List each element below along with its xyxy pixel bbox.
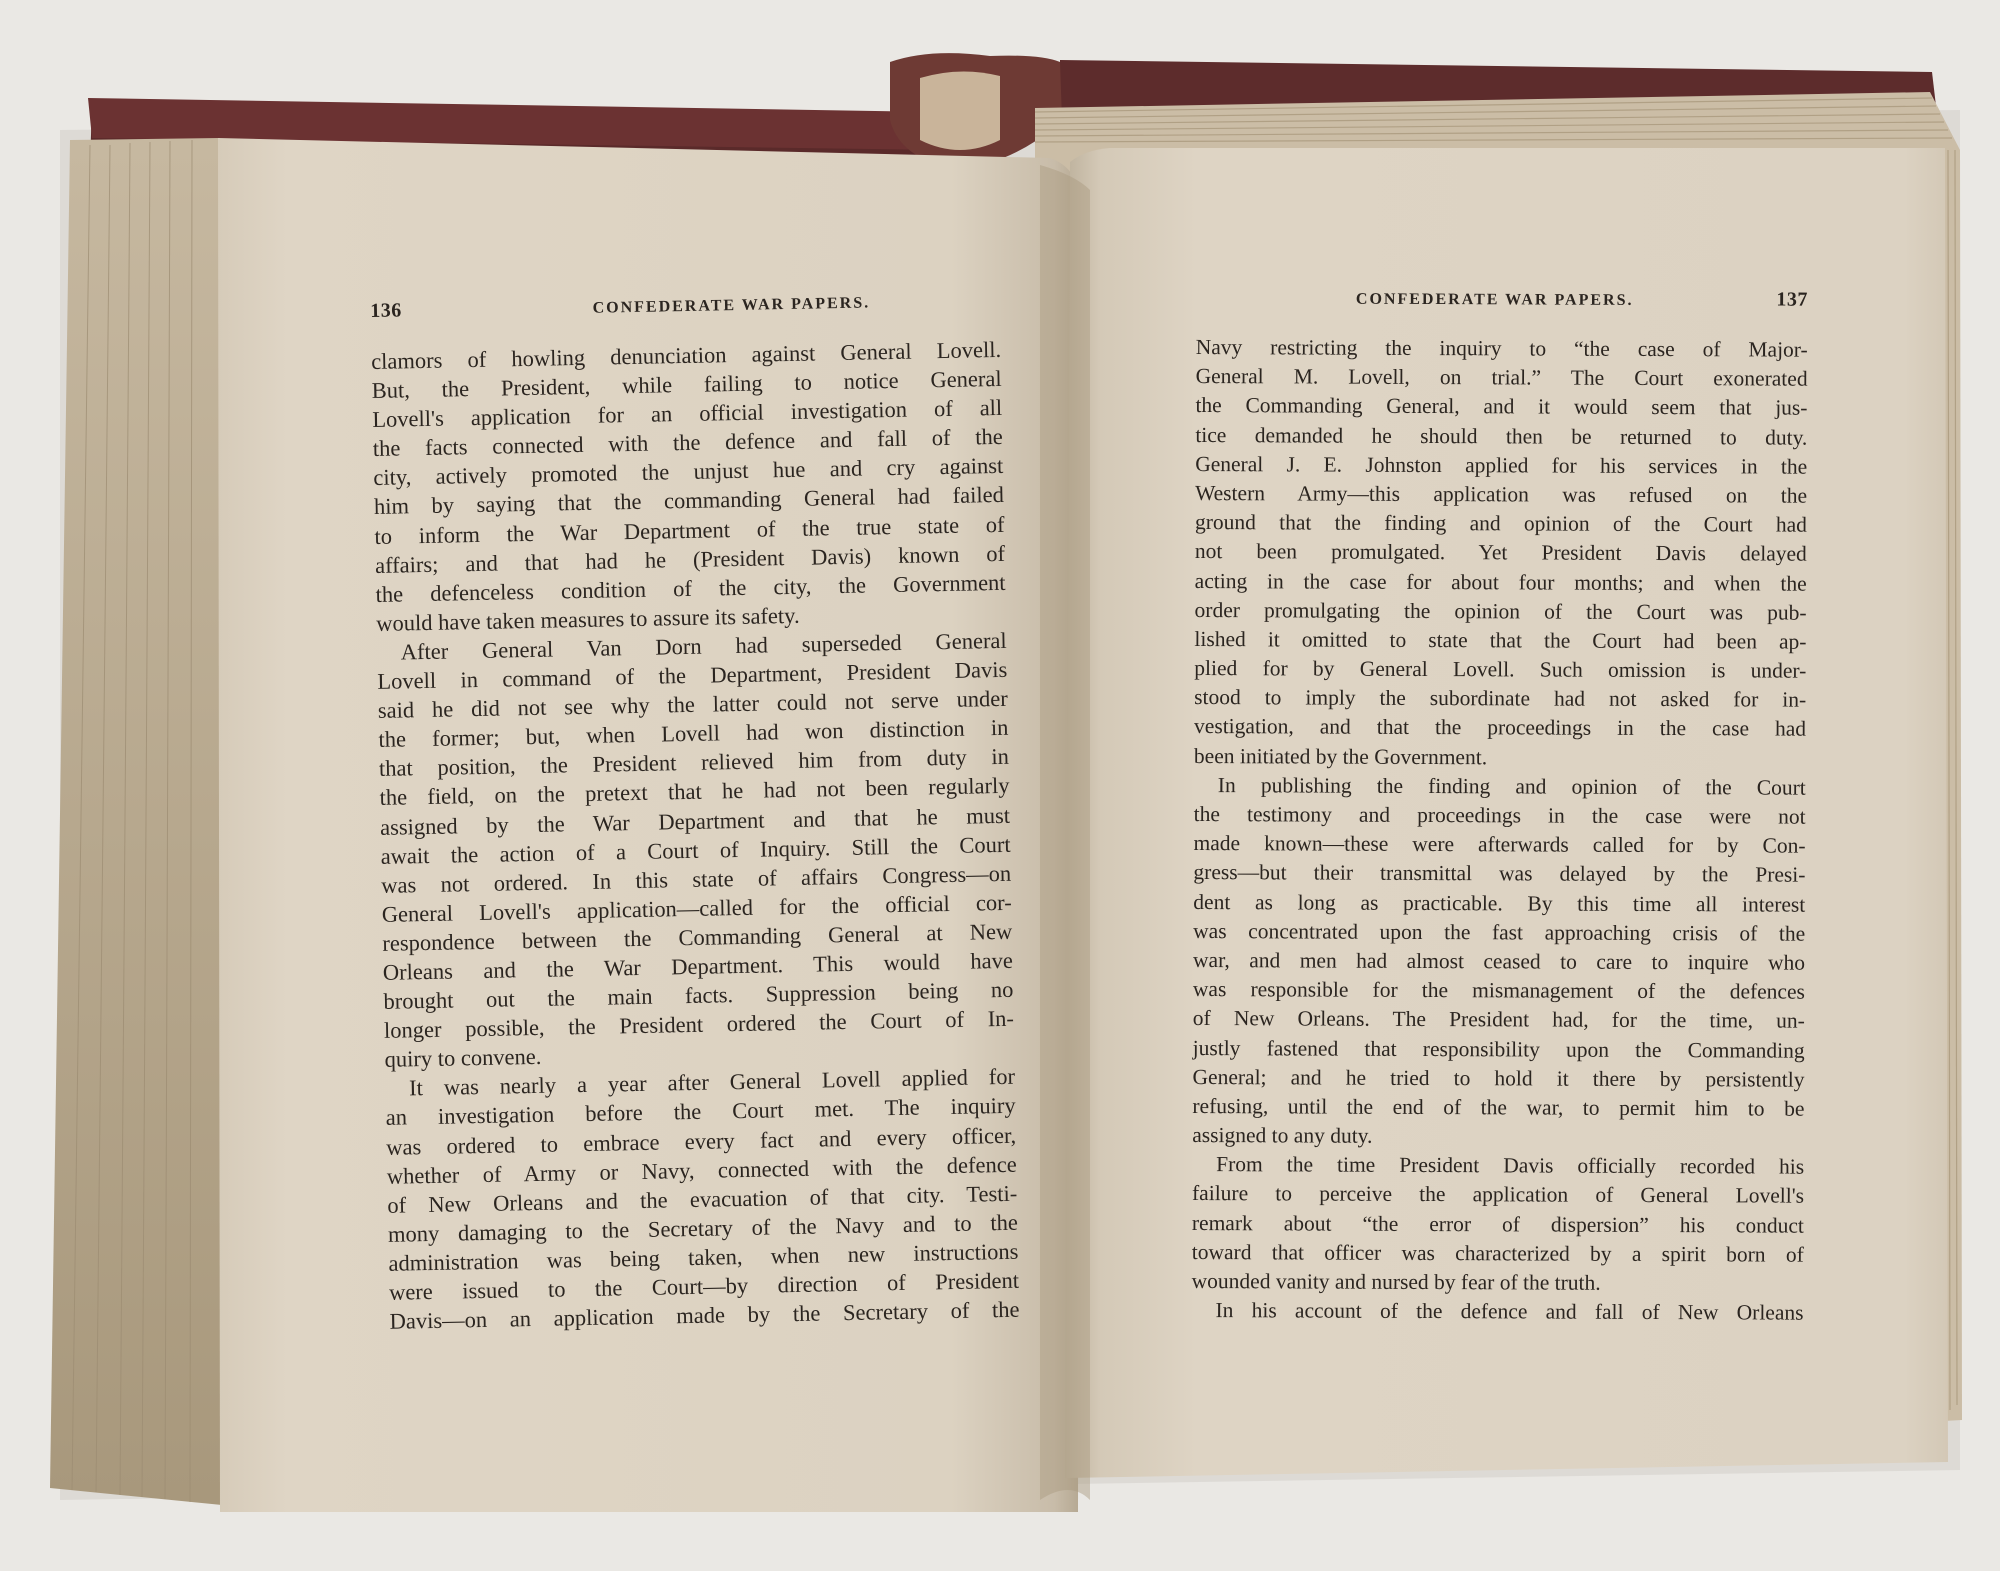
text-line: General M. Lovell, on trial.” The Court exonerated: [1195, 364, 1808, 391]
text-line: General; and he tried to hold it there by persistently: [1192, 1064, 1805, 1092]
text-line: lished it omitted to state that the Court had been ap-: [1194, 626, 1807, 654]
text-line: affairs; and that had he (President Davis) known of: [374, 540, 1006, 578]
gutter-shadow: [1040, 165, 1090, 1500]
text-line: ground that the finding and opinion of the Court had: [1194, 510, 1808, 537]
text-line: were issued to the Court—by direction of President: [388, 1267, 1020, 1305]
text-line: been initiated by the Government.: [1193, 743, 1488, 769]
right-running-title: CONFEDERATE WAR PAPERS.: [1355, 290, 1634, 309]
text-line: quiry to convene.: [384, 1044, 542, 1073]
text-line: General Lovell's application—called for the official cor-: [381, 889, 1012, 927]
text-line: refusing, until the end of the war, to permit him to be: [1192, 1093, 1805, 1121]
left-page-text: [370, 288, 1020, 1336]
text-line: was concentrated upon the fast approaching crisis of the: [1193, 918, 1806, 946]
left-page-block-edge: [50, 138, 222, 1505]
text-line: of New Orleans. The President had, for the time, un-: [1192, 1006, 1805, 1033]
text-line: an investigation before the Court met. The inquiry: [385, 1093, 1016, 1131]
text-line: clamors of howling denunciation against General Lovell.: [370, 336, 1002, 374]
text-line: the facts connected with the defence and fall of the: [372, 424, 1003, 462]
spine-headband: [920, 71, 1000, 150]
text-line: of New Orleans and the evacuation of that city. Testi-: [387, 1180, 1018, 1218]
text-line: gress—but their transmittal was delayed by the Presi-: [1193, 860, 1806, 888]
text-line: After General Van Dorn had superseded General: [400, 627, 1007, 665]
text-line: to inform the War Department of the true state of: [374, 511, 1005, 549]
text-line: the former; but, when Lovell had won distinction in: [378, 715, 1009, 753]
text-line: whether of Army or Navy, connected with the defence: [386, 1151, 1017, 1189]
text-line: the testimony and proceedings in the case were not: [1193, 801, 1806, 829]
text-line: It was nearly a year after General Lovell applied for: [408, 1064, 1016, 1101]
text-line: the field, on the pretext that he had not been regularly: [379, 773, 1010, 811]
text-line: would have taken measures to assure its safety.: [375, 602, 800, 636]
text-line: city, actively promoted the unjust hue and cry against: [373, 453, 1004, 491]
text-line: war, and men had almost ceased to care to inquire who: [1193, 947, 1806, 975]
text-line: him by saying that the commanding General had failed: [373, 482, 1005, 520]
text-line: Lovell in command of the Department, President Davis: [377, 656, 1008, 694]
left-running-title: CONFEDERATE WAR PAPERS.: [592, 294, 871, 317]
text-line: respondence between the Commanding General at New: [382, 918, 1013, 956]
text-line: In his account of the defence and fall of New Orleans: [1215, 1298, 1804, 1325]
text-line: assigned by the War Department and that he must: [379, 802, 1011, 840]
text-line: justly fastened that responsibility upon the Commanding: [1192, 1035, 1805, 1063]
text-line: Navy restricting the inquiry to “the case of Major-: [1195, 334, 1808, 362]
text-line: Davis—on an application made by the Secretary of the: [389, 1296, 1020, 1334]
text-line: await the action of a Court of Inquiry. Still the Court: [380, 831, 1011, 869]
text-line: the defenceless condition of the city, the Government: [375, 569, 1006, 607]
text-line: dent as long as practicable. By this time all interest: [1193, 889, 1806, 917]
text-line: General J. E. Johnston applied for his services in the: [1195, 451, 1808, 479]
text-line: that position, the President relieved him from duty in: [378, 744, 1010, 782]
text-line: not been promulgated. Yet President Davis delayed: [1194, 539, 1807, 566]
text-line: From the time President Davis officially recorded his: [1216, 1152, 1805, 1179]
text-line: In publishing the finding and opinion of the Court: [1217, 772, 1806, 800]
text-line: toward that officer was characterized by a spirit born of: [1191, 1239, 1804, 1267]
text-line: acting in the case for about four months; and when the: [1194, 568, 1807, 596]
text-line: vestigation, and that the proceedings in the case had: [1194, 714, 1807, 742]
text-line: plied for by General Lovell. Such omission is under-: [1194, 656, 1807, 683]
text-line: Orleans and the War Department. This would have: [382, 947, 1014, 985]
text-line: Lovell's application for an official investigation of all: [372, 395, 1003, 433]
text-line: longer possible, the President ordered the Court of In-: [383, 1005, 1015, 1044]
text-line: was ordered to embrace every fact and every officer,: [386, 1122, 1017, 1160]
text-line: order promulgating the opinion of the Court was pub-: [1194, 597, 1807, 625]
text-line: brought out the main facts. Suppression being no: [383, 976, 1014, 1014]
text-line: assigned to any duty.: [1192, 1123, 1373, 1148]
left-page-number: 136: [370, 299, 402, 322]
text-line: Western Army—this application was refused on the: [1195, 480, 1808, 508]
text-line: said he did not see why the latter could not serve under: [377, 685, 1009, 724]
text-line: tice demanded he should then be returned to duty.: [1195, 422, 1808, 450]
right-page-number: 137: [1776, 288, 1808, 311]
text-line: wounded vanity and nursed by fear of the truth.: [1191, 1268, 1601, 1295]
right-running-head: [1196, 286, 1808, 312]
left-page-body: [371, 335, 1020, 1336]
text-line: was not ordered. In this state of affairs Congress—on: [380, 860, 1012, 898]
text-line: was responsible for the mismanagement of the defences: [1192, 977, 1805, 1004]
text-line: failure to perceive the application of General Lovell's: [1191, 1181, 1805, 1209]
text-line: administration was being taken, when new instructions: [388, 1238, 1019, 1276]
text-line: the Commanding General, and it would seem that jus-: [1195, 393, 1808, 421]
right-page-body: [1191, 333, 1807, 1328]
text-line: But, the President, while failing to notice General: [371, 365, 1002, 404]
text-line: mony damaging to the Secretary of the Navy and to the: [387, 1209, 1019, 1247]
text-line: stood to imply the subordinate had not asked for in-: [1194, 685, 1807, 712]
text-line: remark about “the error of dispersion” his conduct: [1191, 1210, 1804, 1238]
right-page-text: [1191, 286, 1808, 1328]
text-line: made known—these were afterwards called for by Con-: [1193, 831, 1806, 858]
